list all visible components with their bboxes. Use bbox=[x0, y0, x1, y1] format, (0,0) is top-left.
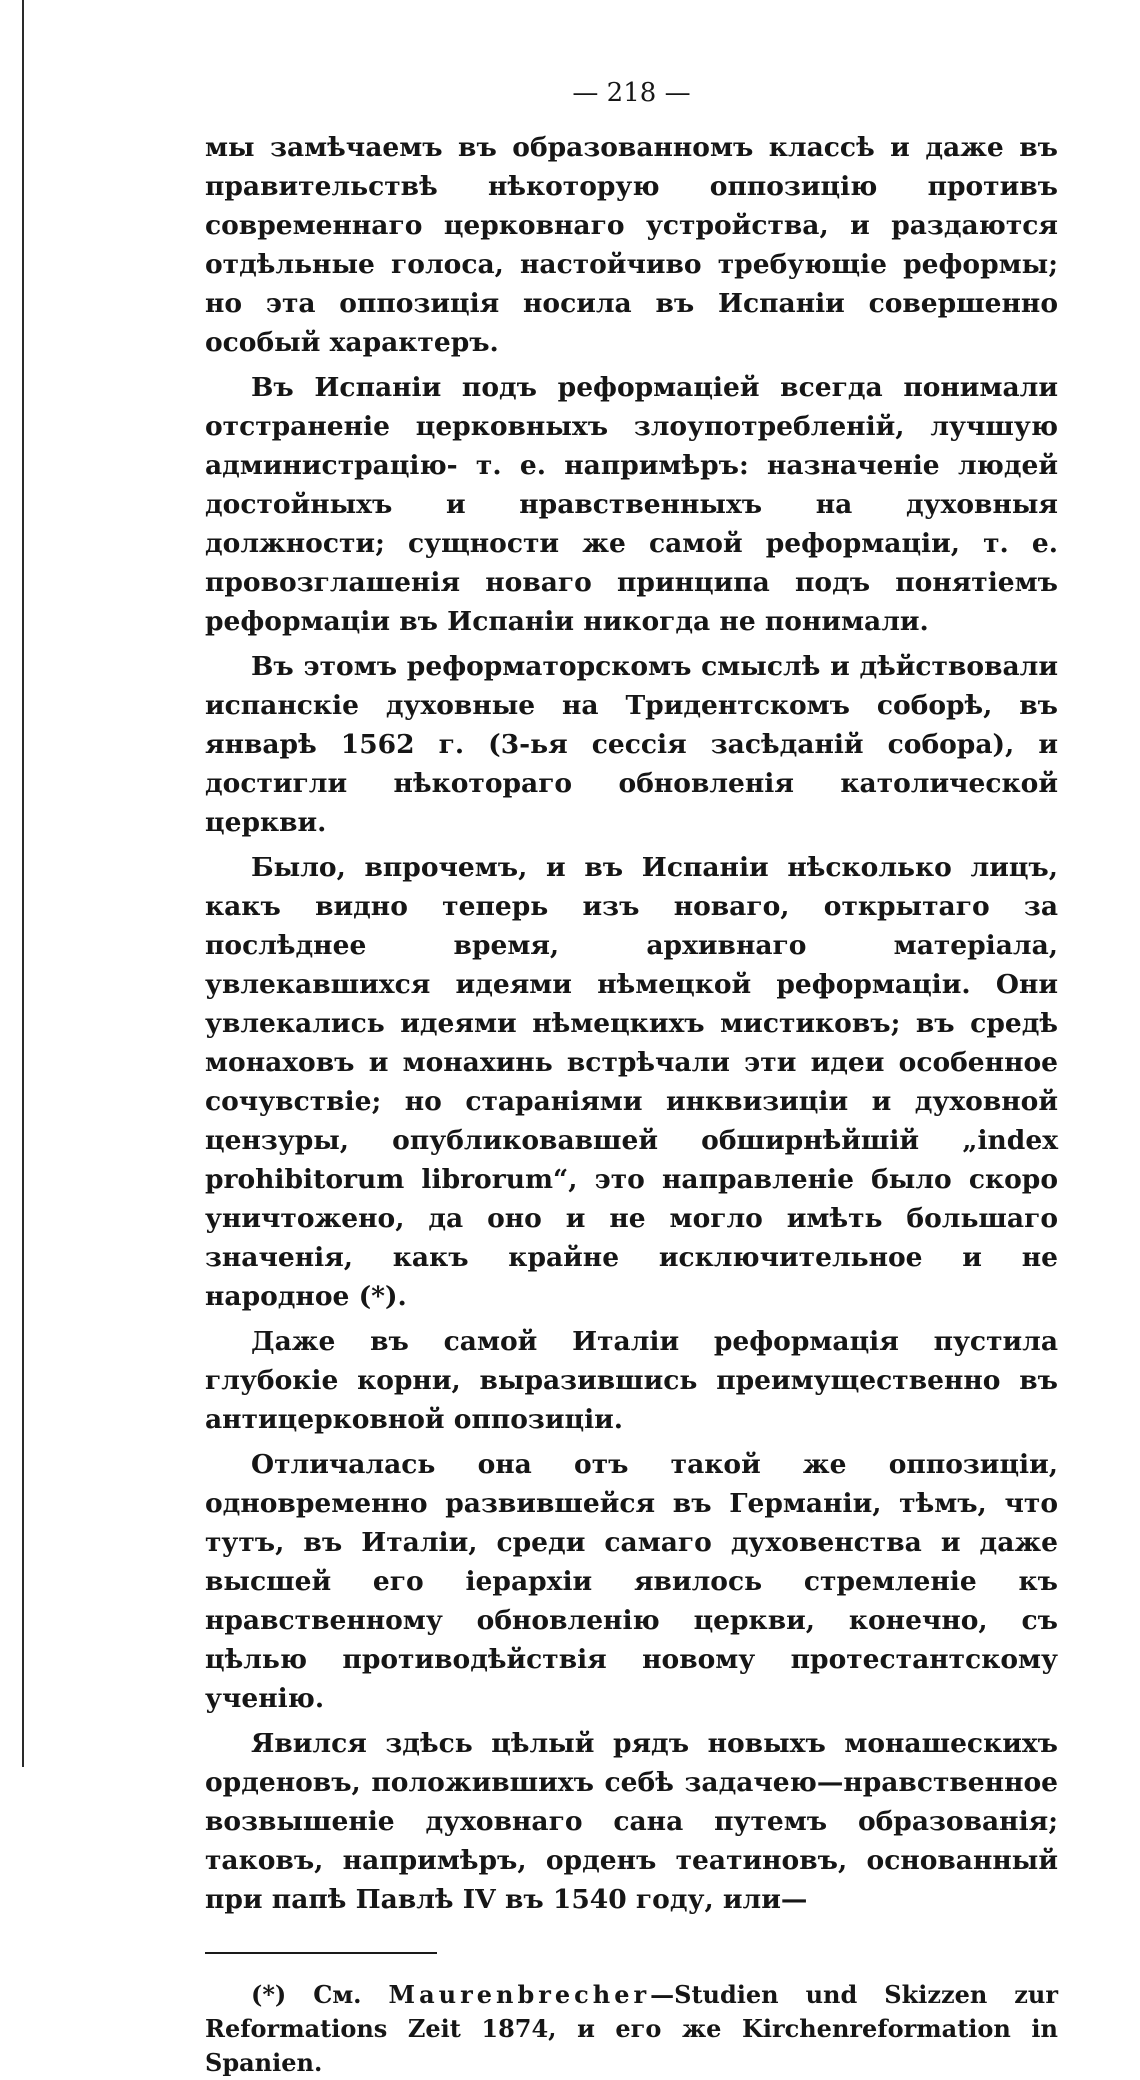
body-text bbox=[205, 128, 1058, 1919]
footnote-rest: —Studien und Skizzen zur Reformations Zeit 1874, и его же Kirchenreformation in Spanien. bbox=[205, 1980, 1058, 2077]
page-number: — 218 — bbox=[572, 78, 691, 108]
paragraph-1: мы замѣчаемъ въ образованномъ классѣ и даже въ правительствѣ нѣкоторую оппозицію противъ современнаго церковнаго устройства, и раздаются отдѣльные голоса, настойчиво требующіе реформы; но эта оппозиція носила въ Испаніи совершенно особый характеръ. bbox=[205, 132, 1058, 358]
paragraph-6: Отличалась она отъ такой же оппозиціи, одновременно развившейся въ Германіи, тѣмъ, что тутъ, въ Италіи, среди самаго духовенства и даже высшей его іерархіи явилось стремленіе къ нравственному обновленію церкви, конечно, съ цѣлью противодѣйствія новому протестантскому ученію. bbox=[205, 1449, 1058, 1714]
footnote bbox=[205, 1978, 1058, 2080]
document-page bbox=[205, 78, 1058, 2080]
paragraph-2: Въ Испаніи подъ реформаціей всегда понимали отстраненіе церковныхъ злоупотребленій, лучшую администрацію- т. е. напримѣръ: назначеніе людей достойныхъ и нравственныхъ на духовныя должности; сущности же самой реформаціи, т. е. провозглашенія новаго принципа подъ понятіемъ реформаціи въ Испаніи никогда не понимали. bbox=[205, 372, 1058, 637]
paragraph-3: Въ этомъ реформаторскомъ смыслѣ и дѣйствовали испанскіе духовные на Тридентскомъ соборѣ, въ январѣ 1562 г. (3-ья сессія засѣданій собора), и достигли нѣкотораго обновленія католической церкви. bbox=[205, 651, 1058, 838]
paragraph-5: Даже въ самой Италіи реформація пустила глубокіе корни, выразившись преимущественно въ антицерковной оппозиціи. bbox=[205, 1326, 1058, 1435]
paragraph-7: Явился здѣсь цѣлый рядъ новыхъ монашескихъ орденовъ, положившихъ себѣ задачею—нравственное возвышеніе духовнаго сана путемъ образованія; таковъ, напримѣръ, орденъ театиновъ, основанный при папѣ Павлѣ IV въ 1540 году, или— bbox=[205, 1728, 1058, 1915]
footnote-divider bbox=[205, 1952, 437, 1954]
scan-binding-edge bbox=[22, 0, 24, 1767]
footnote-author: Maurenbrecher bbox=[388, 1980, 651, 2009]
footnote-prefix: (*) См. bbox=[251, 1980, 389, 2009]
paragraph-4: Было, впрочемъ, и въ Испаніи нѣсколько лицъ, какъ видно теперь изъ новаго, открытаго за послѣднее время, архивнаго матеріала, увлекавшихся идеями нѣмецкой реформаціи. Они увлекались идеями нѣмецкихъ мистиковъ; въ средѣ монаховъ и монахинь встрѣчали эти идеи особенное сочувствіе; но стараніями инквизиціи и духовной цензуры, опубликовавшей обширнѣйшій „index prohibitorum librorum“, это направленіе было скоро уничтожено, да оно и не могло имѣть большаго значенія, какъ крайне исключительное и не народное (*). bbox=[205, 852, 1058, 1312]
footnote-text bbox=[205, 1978, 1058, 2080]
